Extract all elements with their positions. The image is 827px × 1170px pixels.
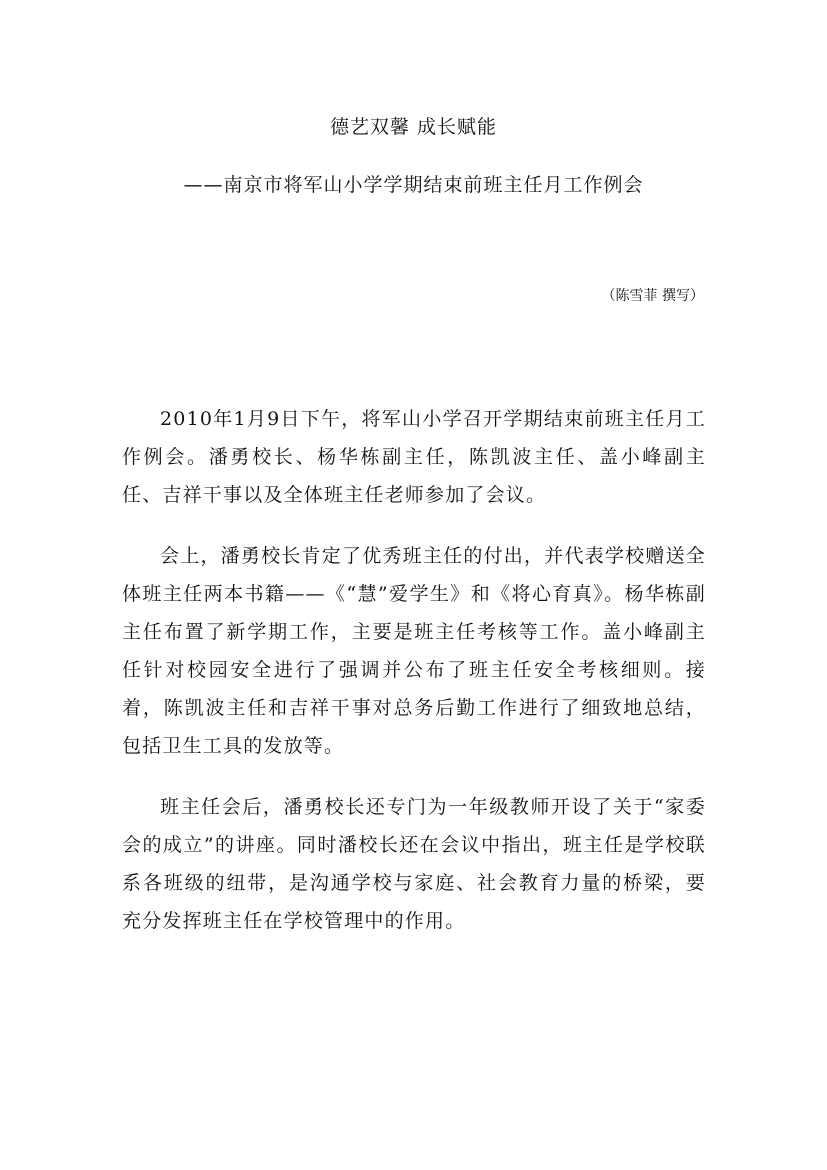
- article-body: [122, 400, 706, 963]
- paragraph-1: 2010年1月9日下午，将军山小学召开学期结束前班主任月工作例会。潘勇校长、杨华栋副主任，陈凯波主任、盖小峰副主任、吉祥干事以及全体班主任老师参加了会议。: [122, 408, 706, 506]
- page-subtitle: ——南京市将军山小学学期结束前班主任月工作例会: [183, 174, 644, 196]
- author-line: （陈雪菲 撰写）: [601, 288, 704, 304]
- paragraph-3: 班主任会后，潘勇校长还专门为一年级教师开设了关于“家委会的成立”的讲座。同时潘校长还在会议中指出，班主任是学校联系各班级的纽带，是沟通学校与家庭、社会教育力量的桥梁，要充分发挥班主任在学校管理中的作用。: [122, 796, 706, 932]
- page-title: 德艺双馨 成长赋能: [329, 116, 498, 138]
- paragraph-2: 会上，潘勇校长肯定了优秀班主任的付出，并代表学校赠送全体班主任两本书籍——《“慧”爱学生》和《将心育真》。杨华栋副主任布置了新学期工作，主要是班主任考核等工作。盖小峰副主任针对校园安全进行了强调并公布了班主任安全考核细则。接着，陈凯波主任和吉祥干事对总务后勤工作进行了细致地总结，包括卫生工具的发放等。: [122, 545, 706, 757]
